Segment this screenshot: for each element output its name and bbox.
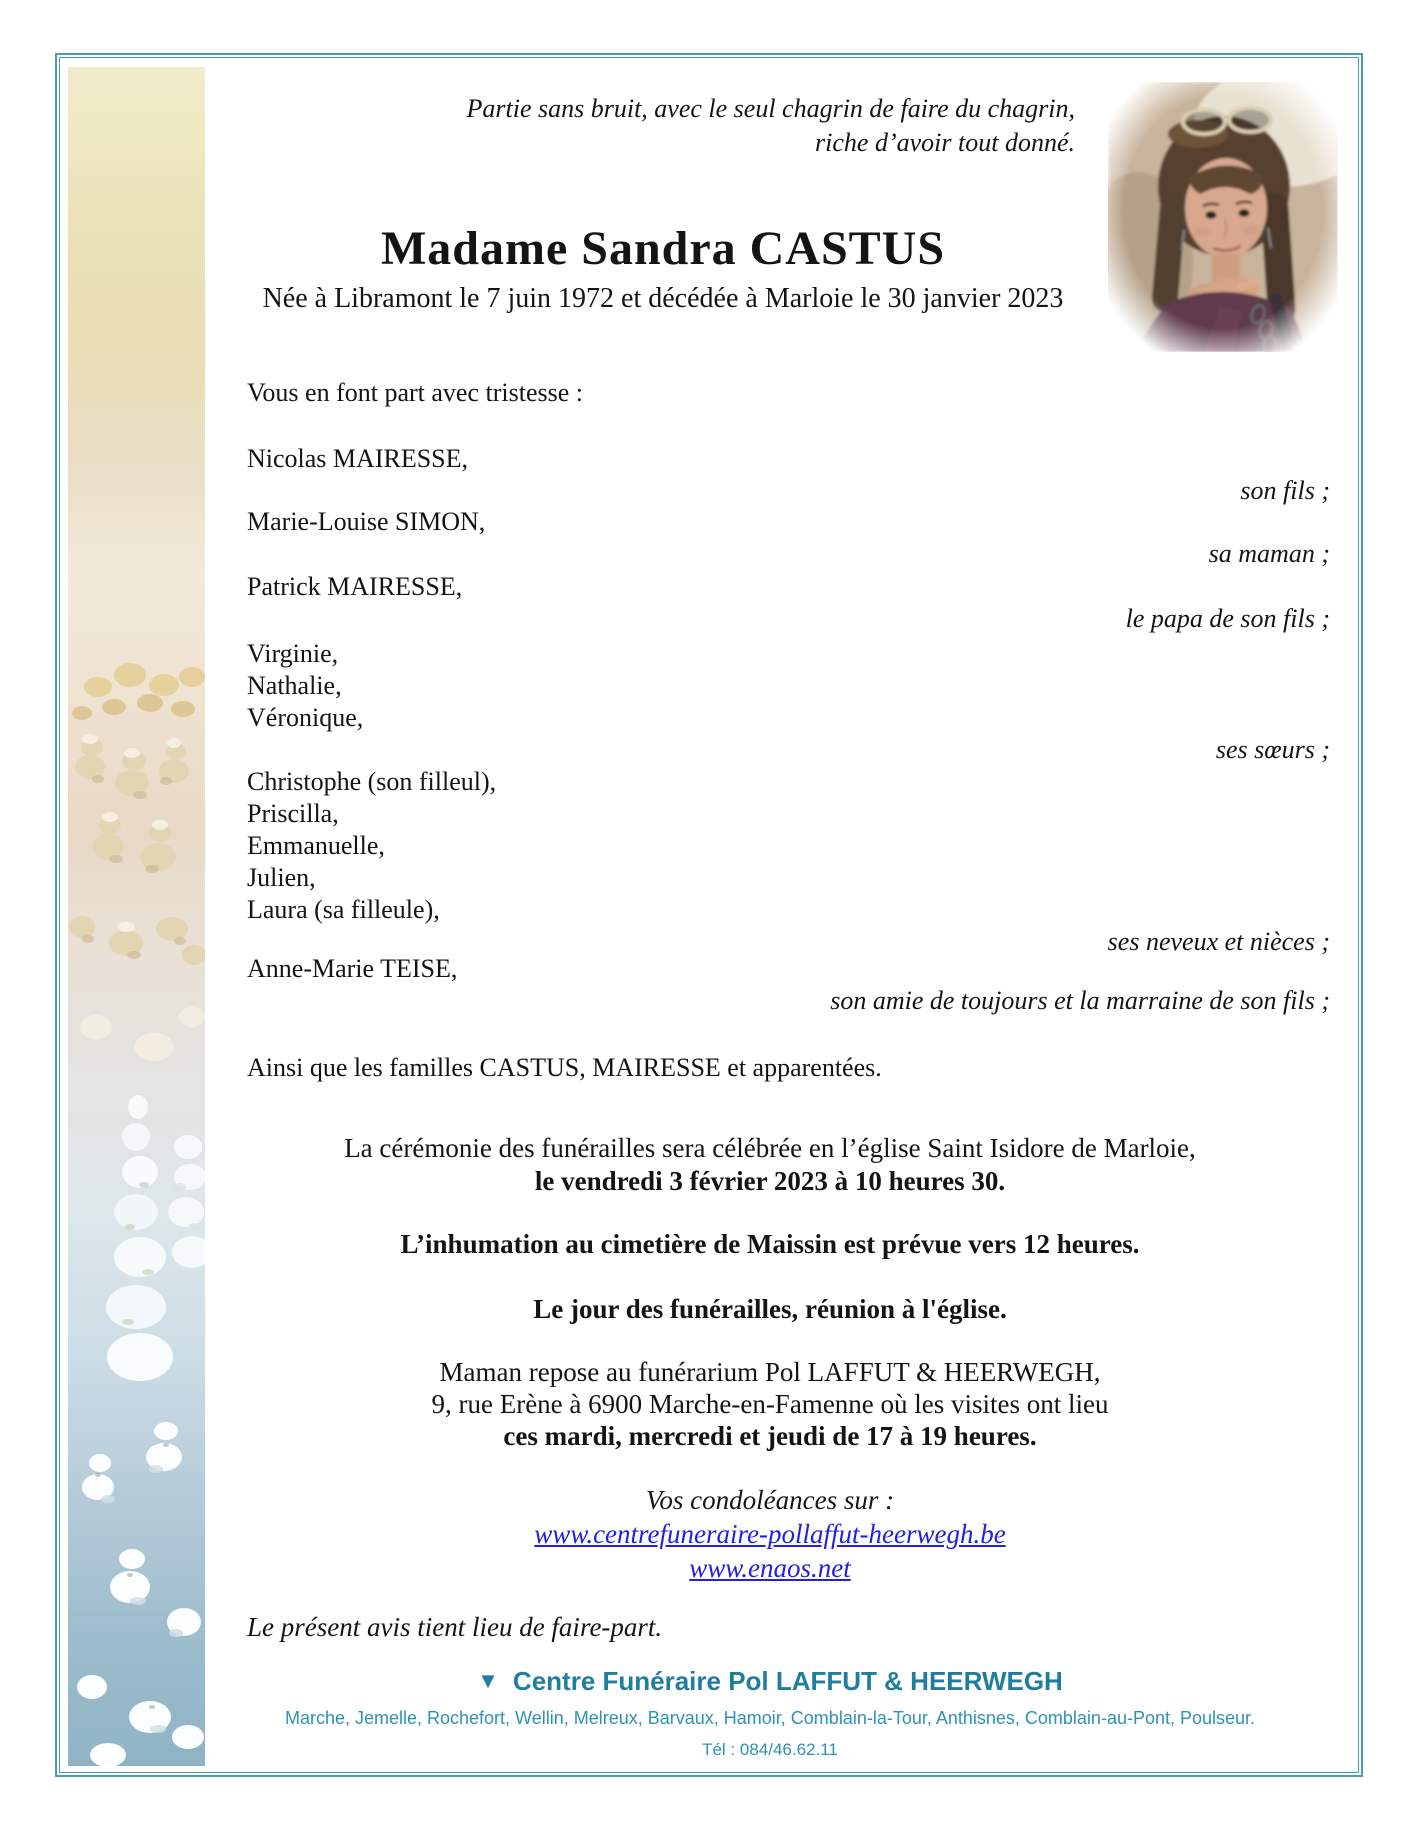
- quote-line-2: riche d’avoir tout donné.: [815, 128, 1075, 157]
- mourner-relation: son amie de toujours et la marraine de son fils ;: [830, 986, 1330, 1015]
- mourner-relation: son fils ;: [1240, 476, 1330, 505]
- reunion-line: Le jour des funérailles, réunion à l'église.: [533, 1294, 1007, 1324]
- mourner-name: Laura (sa filleule),: [247, 895, 440, 924]
- ceremony-date-line: le vendredi 3 février 2023 à 10 heures 30.: [534, 1166, 1006, 1196]
- condolences-block: [205, 1483, 1335, 1585]
- funeral-home-localities: Marche, Jemelle, Rochefort, Wellin, Melreux, Barvaux, Hamoir, Comblain-la-Tour, Anthisnes, Comblain-au-Pont, Poulseur.: [284, 1708, 1256, 1728]
- ceremony-announcement: [205, 1132, 1335, 1198]
- condolences-link-enaos[interactable]: www.enaos.net: [689, 1553, 851, 1583]
- mourner-name: Virginie,: [247, 639, 339, 668]
- mourner-name: Emmanuelle,: [247, 831, 385, 860]
- mourner-name: Nicolas MAIRESSE,: [247, 444, 468, 473]
- mourner-group-friend: [247, 953, 1330, 1017]
- repose-line-2: 9, rue Erène à 6900 Marche-en-Famenne où les visites ont lieu: [431, 1389, 1109, 1419]
- ceremony-line-1: La cérémonie des funérailles sera célébrée en l’église Saint Isidore de Marloie,: [344, 1133, 1196, 1163]
- funeral-home-logo-icon: ▼: [477, 1668, 499, 1693]
- repose-block: [205, 1356, 1335, 1452]
- mourner-name: Julien,: [247, 863, 316, 892]
- mourner-name: Christophe (son filleul),: [247, 767, 497, 796]
- repose-visits-line: ces mardi, mercredi et jeudi de 17 à 19 heures.: [503, 1421, 1037, 1451]
- winter-forest-photo: [68, 67, 205, 1766]
- mourner-name: Anne-Marie TEISE,: [247, 954, 458, 983]
- deceased-header: [205, 222, 1121, 315]
- mourner-name: Patrick MAIRESSE,: [247, 572, 463, 601]
- funeral-home-brand: [205, 1666, 1335, 1697]
- mourner-relation: sa maman ;: [1208, 539, 1330, 568]
- mourner-name: Nathalie,: [247, 671, 342, 700]
- mourner-group-son: [247, 443, 1330, 507]
- mourner-relation: le papa de son fils ;: [1125, 604, 1330, 633]
- mourner-relation: ses neveux et nièces ;: [1107, 927, 1330, 956]
- funeral-home-phone: Tél : 084/46.62.11: [702, 1740, 838, 1759]
- deceased-name: Madame Sandra CASTUS: [380, 222, 946, 275]
- quote-line-1: Partie sans bruit, avec le seul chagrin de faire du chagrin,: [466, 94, 1075, 123]
- opening-quote: [247, 92, 1075, 160]
- inhumation-line: L’inhumation au cimetière de Maissin est prévue vers 12 heures.: [400, 1229, 1140, 1259]
- mourner-name: Marie-Louise SIMON,: [247, 507, 486, 536]
- birth-death-line: Née à Libramont le 7 juin 1972 et décédée à Marloie le 30 janvier 2023: [262, 283, 1064, 314]
- faire-part-notice: Le présent avis tient lieu de faire-part.: [247, 1612, 663, 1642]
- mourner-name: Véronique,: [247, 703, 364, 732]
- mourner-relation: ses sœurs ;: [1215, 735, 1330, 764]
- portrait-photo: [1108, 82, 1338, 352]
- mourner-group-nephews-nieces: [247, 766, 1330, 958]
- intro-line: Vous en font part avec tristesse :: [247, 378, 583, 407]
- mourner-name: Priscilla,: [247, 799, 339, 828]
- funeral-home-name: Centre Funéraire Pol LAFFUT & HEERWEGH: [512, 1666, 1063, 1696]
- mourner-group-father-of-son: [247, 571, 1330, 635]
- repose-line-1: Maman repose au funérarium Pol LAFFUT & HEERWEGH,: [439, 1357, 1101, 1387]
- condolences-label: Vos condoléances sur :: [645, 1485, 895, 1515]
- mourner-group-sisters: [247, 638, 1330, 766]
- condolences-link-funeral-home[interactable]: www.centrefuneraire-pollaffut-heerwegh.be: [534, 1519, 1006, 1549]
- families-line: Ainsi que les familles CASTUS, MAIRESSE et apparentées.: [247, 1053, 882, 1082]
- mourner-group-mother: [247, 506, 1330, 570]
